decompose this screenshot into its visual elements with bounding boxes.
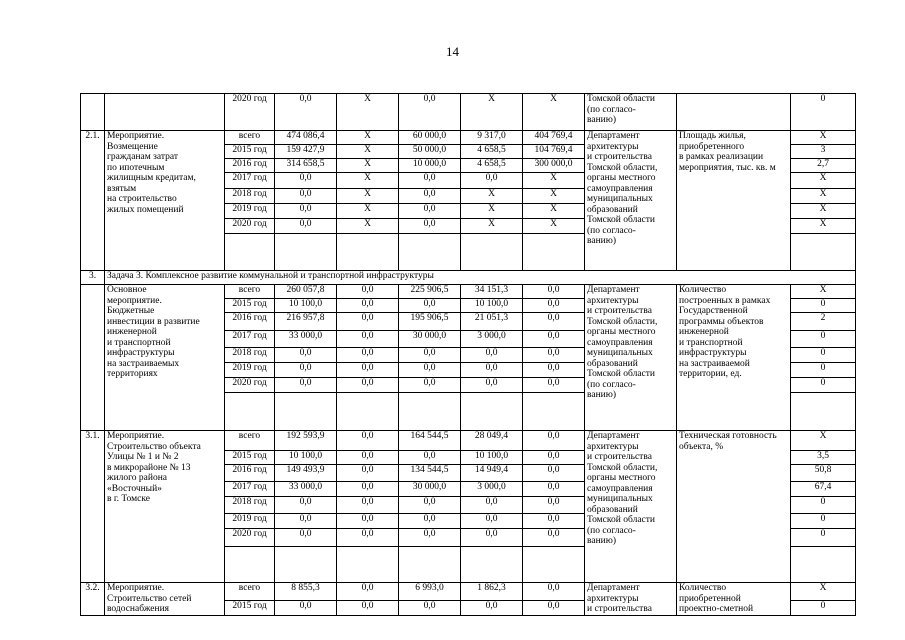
table-cell: 4 658,5 (461, 145, 523, 159)
table-cell: 0,0 (461, 363, 523, 378)
table-cell: Площадь жилья, приобретенного в рамках реализации мероприятия, тыс. кв. м (677, 131, 791, 271)
table-cell: Х (337, 94, 399, 131)
table-cell: Х (337, 131, 399, 145)
table-cell: Х (337, 189, 399, 204)
table-cell: 0,0 (337, 378, 399, 393)
table-cell: 0,0 (337, 514, 399, 529)
table-cell: 0,0 (399, 451, 461, 465)
table-cell (399, 393, 461, 431)
table-cell: 0,0 (337, 299, 399, 313)
table-cell: 0 (791, 601, 856, 616)
table-cell (791, 234, 856, 271)
table-cell: 192 593,9 (275, 431, 337, 451)
table-cell: 3 000,0 (461, 482, 523, 497)
table-cell: 2018 год (225, 497, 275, 514)
table-cell: 260 057,8 (275, 285, 337, 299)
table-cell: 9 317,0 (461, 131, 523, 145)
table-cell: Х (523, 173, 585, 189)
table-cell: 0 (791, 94, 856, 131)
table-cell: Х (791, 431, 856, 451)
table-cell: 195 906,5 (399, 313, 461, 331)
table-cell: 0,0 (337, 583, 399, 601)
table-cell (105, 94, 225, 131)
table-cell: 2.1. (81, 131, 105, 271)
table-cell (399, 234, 461, 271)
table-cell (275, 234, 337, 271)
table-cell: 33 000,0 (275, 482, 337, 497)
table-cell (81, 94, 105, 131)
table-cell (461, 393, 523, 431)
table-cell: 0 (791, 378, 856, 393)
table-cell: 2020 год (225, 378, 275, 393)
table-cell: 0,0 (523, 313, 585, 331)
table-cell: Х (461, 204, 523, 219)
table-cell: 3. (81, 271, 105, 285)
table-cell: 14 949,4 (461, 465, 523, 482)
table-row (81, 271, 856, 285)
table-cell: 0,0 (275, 514, 337, 529)
table-cell: 0,0 (337, 348, 399, 363)
table-cell: Мероприятие. Строительство объекта Улицы № 1 и № 2 в микрорайоне № 13 жилого района «Восточный» в г. Томске (105, 431, 225, 583)
table-cell: 10 100,0 (461, 451, 523, 465)
table-cell: Техническая готовность объекта, % (677, 431, 791, 583)
table-cell: 0,0 (523, 583, 585, 601)
table-cell: 0,0 (337, 285, 399, 299)
table-cell: Х (523, 219, 585, 234)
table-row (81, 131, 856, 145)
table-cell: всего (225, 131, 275, 145)
table-cell: Задача 3. Комплексное развитие коммунальной и транспортной инфраструктуры (105, 271, 856, 285)
table-cell: 474 086,4 (275, 131, 337, 145)
table-cell (399, 547, 461, 583)
table-cell: 0,0 (337, 313, 399, 331)
table-cell: Х (337, 145, 399, 159)
table-cell (337, 547, 399, 583)
table-cell: 149 493,9 (275, 465, 337, 482)
table-cell: Х (461, 189, 523, 204)
table-cell: 159 427,9 (275, 145, 337, 159)
table-cell: 2015 год (225, 601, 275, 616)
table-cell: 0,0 (337, 497, 399, 514)
table-cell: 0,0 (523, 363, 585, 378)
table-cell: Х (791, 583, 856, 601)
table-cell (523, 393, 585, 431)
table-cell: 0,0 (275, 529, 337, 547)
table-cell: Х (337, 204, 399, 219)
table-cell: Х (791, 173, 856, 189)
table-cell: 134 544,5 (399, 465, 461, 482)
table-cell: 0,0 (275, 173, 337, 189)
table-cell: 0 (791, 363, 856, 378)
table-cell: 0 (791, 514, 856, 529)
table-cell: 0,0 (399, 514, 461, 529)
table-cell: 314 658,5 (275, 159, 337, 173)
table-cell: 3,5 (791, 451, 856, 465)
table-cell: 2015 год (225, 299, 275, 313)
table-cell: 225 906,5 (399, 285, 461, 299)
table-cell: Томской области (по согласо- ванию) (585, 94, 677, 131)
table-cell: Х (791, 131, 856, 145)
table-cell: 0,0 (461, 378, 523, 393)
table-cell: 0,0 (523, 431, 585, 451)
table-cell: 0,0 (523, 348, 585, 363)
table-cell: 30 000,0 (399, 331, 461, 348)
table-cell (677, 94, 791, 131)
table-cell: Х (337, 159, 399, 173)
table-cell: 0,0 (399, 348, 461, 363)
table-cell: 0,0 (461, 173, 523, 189)
table-cell (523, 234, 585, 271)
table-cell: 0,0 (275, 378, 337, 393)
table-cell: 0,0 (275, 94, 337, 131)
table-cell: 10 100,0 (461, 299, 523, 313)
table-cell: 60 000,0 (399, 131, 461, 145)
table-cell: Департамент архитектуры и строительства Томской области, органы местного самоуправления муниципальных образований Томской области (по согласо- ванию) (585, 131, 677, 271)
table-cell: Количество приобретенной проектно-сметной (677, 583, 791, 616)
table-cell: 0 (791, 299, 856, 313)
table-cell (461, 547, 523, 583)
table-cell (523, 547, 585, 583)
table-cell: 2017 год (225, 482, 275, 497)
table-cell: Х (461, 94, 523, 131)
table-cell: 2016 год (225, 313, 275, 331)
table-cell: 2016 год (225, 159, 275, 173)
table-cell: Х (523, 189, 585, 204)
table-cell: 2015 год (225, 145, 275, 159)
table-cell: 0,0 (337, 465, 399, 482)
table-cell: 104 769,4 (523, 145, 585, 159)
table-cell: 0,0 (337, 451, 399, 465)
table-cell: Основное мероприятие. Бюджетные инвестиции в развитие инженерной и транспортной инфраструктуры на застраиваемых территориях (105, 285, 225, 431)
table-cell (791, 393, 856, 431)
table-cell (791, 547, 856, 583)
table-cell (225, 547, 275, 583)
table-cell: 0,0 (399, 601, 461, 616)
table-cell: 0,0 (337, 601, 399, 616)
table-cell (81, 285, 105, 431)
table-cell: 0,0 (523, 331, 585, 348)
table-cell: 0,0 (461, 514, 523, 529)
table-cell: 0,0 (275, 363, 337, 378)
table-cell: 0,0 (523, 285, 585, 299)
table-cell: 50,8 (791, 465, 856, 482)
table-cell: 2019 год (225, 514, 275, 529)
table-cell: 3 000,0 (461, 331, 523, 348)
table-cell: 8 855,3 (275, 583, 337, 601)
table-cell: 0,0 (399, 378, 461, 393)
table-row (81, 583, 856, 601)
table-cell: 0 (791, 497, 856, 514)
table-cell: 33 000,0 (275, 331, 337, 348)
table-cell: 300 000,0 (523, 159, 585, 173)
table-cell: 3 (791, 145, 856, 159)
table-cell: 6 993,0 (399, 583, 461, 601)
table-cell: 28 049,4 (461, 431, 523, 451)
table-cell: 0,0 (275, 189, 337, 204)
table-cell (225, 234, 275, 271)
table-cell: 3.1. (81, 431, 105, 583)
table-cell: 0,0 (523, 451, 585, 465)
table-cell: Х (523, 204, 585, 219)
table-cell: 10 100,0 (275, 299, 337, 313)
table-cell: Департамент архитектуры и строительства Томской области, органы местного самоуправления муниципальных образований Томской области (по согласо- ванию) (585, 431, 677, 583)
table-cell: 0,0 (275, 497, 337, 514)
table-cell: всего (225, 583, 275, 601)
table-cell (275, 547, 337, 583)
table-cell: Х (523, 94, 585, 131)
table-cell: 0,0 (399, 189, 461, 204)
table-cell: 0,0 (523, 601, 585, 616)
table-cell: 0,0 (461, 529, 523, 547)
table-cell: 1 862,3 (461, 583, 523, 601)
table-cell: 0,0 (337, 431, 399, 451)
table-cell: 0 (791, 529, 856, 547)
table-cell: 0,0 (523, 299, 585, 313)
table-cell: 2019 год (225, 204, 275, 219)
table-cell: 0,0 (275, 601, 337, 616)
table-cell: всего (225, 285, 275, 299)
table-cell: 0,0 (461, 348, 523, 363)
table-cell: 0,0 (523, 497, 585, 514)
table-cell: 2020 год (225, 529, 275, 547)
table-cell: 0,0 (461, 601, 523, 616)
table-cell: 404 769,4 (523, 131, 585, 145)
table-cell: 34 151,3 (461, 285, 523, 299)
table-cell: 0,0 (399, 363, 461, 378)
table-cell: 0,0 (399, 173, 461, 189)
table-cell: 2 (791, 313, 856, 331)
table-cell: 0,0 (399, 529, 461, 547)
table-cell: 216 957,8 (275, 313, 337, 331)
table-cell: 2017 год (225, 331, 275, 348)
table-cell: Х (791, 189, 856, 204)
table-cell: 2020 год (225, 219, 275, 234)
table-cell: 2019 год (225, 363, 275, 378)
table-cell: 0,0 (523, 465, 585, 482)
table-cell: 0,0 (275, 219, 337, 234)
table-cell: 0,0 (461, 497, 523, 514)
table-cell: 2,7 (791, 159, 856, 173)
table-cell: 21 051,3 (461, 313, 523, 331)
table-cell: 0,0 (275, 348, 337, 363)
table-cell: 2018 год (225, 348, 275, 363)
program-table (80, 93, 856, 616)
table-cell: Х (791, 204, 856, 219)
table-cell: 67,4 (791, 482, 856, 497)
table-cell (225, 393, 275, 431)
table-cell: Мероприятие. Возмещение гражданам затрат по ипотечным жилищным кредитам, взятым на строительство жилых помещений (105, 131, 225, 271)
table-cell: 0 (791, 348, 856, 363)
table-cell: 2018 год (225, 189, 275, 204)
table-cell: 0,0 (399, 299, 461, 313)
table-cell: 2016 год (225, 465, 275, 482)
table-cell: Х (337, 173, 399, 189)
table-cell: Мероприятие. Строительство сетей водоснабжения (105, 583, 225, 616)
table-cell: 4 658,5 (461, 159, 523, 173)
table-cell: 0,0 (523, 514, 585, 529)
table-cell: 0,0 (523, 378, 585, 393)
table-cell (337, 234, 399, 271)
table-cell: 10 000,0 (399, 159, 461, 173)
table-cell: 0 (791, 331, 856, 348)
table-cell: Департамент архитектуры и строительства (585, 583, 677, 616)
table-cell: Х (461, 219, 523, 234)
table-cell: 3.2. (81, 583, 105, 616)
table-cell: 2017 год (225, 173, 275, 189)
table-cell: Х (791, 219, 856, 234)
table-cell: 0,0 (275, 204, 337, 219)
table-row (81, 285, 856, 299)
table-cell: 30 000,0 (399, 482, 461, 497)
table-row (81, 431, 856, 451)
table-cell: 0,0 (337, 331, 399, 348)
table-cell: 0,0 (399, 94, 461, 131)
table-cell: 50 000,0 (399, 145, 461, 159)
page-number: 14 (446, 44, 459, 59)
table-cell: 0,0 (399, 204, 461, 219)
table-cell: 10 100,0 (275, 451, 337, 465)
table-cell: 0,0 (337, 529, 399, 547)
table-cell (337, 393, 399, 431)
table-cell: 2020 год (225, 94, 275, 131)
table-cell: 0,0 (523, 529, 585, 547)
table-cell (275, 393, 337, 431)
table-row (81, 94, 856, 131)
table-cell: 0,0 (337, 363, 399, 378)
table-cell: 0,0 (523, 482, 585, 497)
table-cell: 2015 год (225, 451, 275, 465)
table-cell (461, 234, 523, 271)
table-cell: всего (225, 431, 275, 451)
table-cell: Количество построенных в рамках Государственной программы объектов инженерной и транспортной инфраструктуры на застраиваемой территории, ед. (677, 285, 791, 431)
table-cell: Х (337, 219, 399, 234)
table-cell: 0,0 (399, 219, 461, 234)
table-cell: Департамент архитектуры и строительства Томской области, органы местного самоуправления муниципальных образований Томской области (по согласо- ванию) (585, 285, 677, 431)
table-cell: 0,0 (337, 482, 399, 497)
table-cell: 164 544,5 (399, 431, 461, 451)
table-cell: Х (791, 285, 856, 299)
table-cell: 0,0 (399, 497, 461, 514)
